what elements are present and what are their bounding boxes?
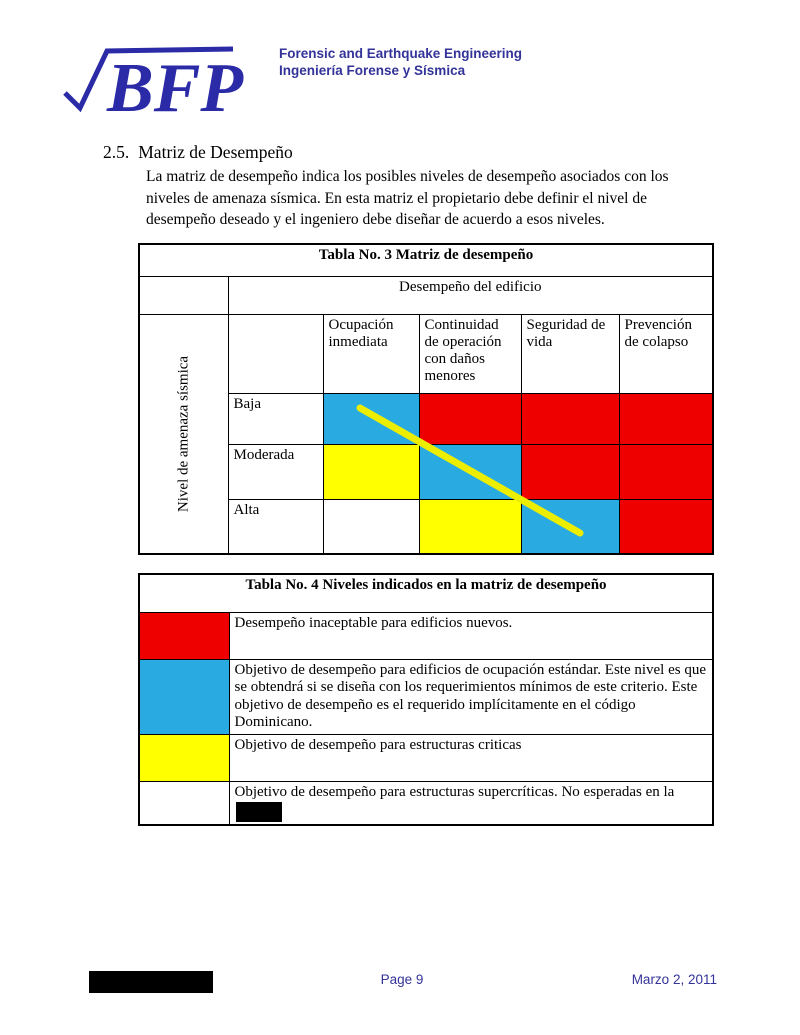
redacted-text-box — [236, 802, 282, 822]
section-paragraph: La matriz de desempeño indica los posibles niveles de desempeño asociados con los niveles de amenaza sísmica. En esta matriz el propietario debe definir el nivel de desempeño deseado y el ingeniero debe diseñar de acuerdo a esos niveles. — [146, 168, 669, 228]
legend-text-white — [229, 781, 713, 825]
matrix-cell — [419, 393, 521, 444]
legend-text-blue: Objetivo de desempeño para edificios de ocupación estándar. Este nivel es que se obtendrá si se diseña con los requerimientos mínimos de este criterio. Este objetivo de desempeño es el requerido implícitamente en el código Dominicano. — [229, 659, 713, 734]
matrix-cell — [521, 499, 619, 554]
table3-col-header-1: Continuidad de operación con daños menores — [419, 314, 521, 393]
matrix-cell — [323, 499, 419, 554]
matrix-cell — [419, 444, 521, 499]
performance-matrix-table — [138, 243, 714, 555]
table3-axis-cell — [139, 314, 228, 554]
company-taglines — [279, 45, 522, 79]
table3-axis-label: Nivel de amenaza sísmica — [175, 355, 192, 512]
tagline-english: Forensic and Earthquake Engineering — [279, 46, 523, 61]
table3-col-header-0: Ocupación inmediata — [323, 314, 419, 393]
legend-swatch-blue — [139, 659, 229, 734]
legend-text-red: Desempeño inaceptable para edificios nuevos. — [229, 612, 713, 659]
table3-col-header-2: Seguridad de vida — [521, 314, 619, 393]
row-label-alta: Alta — [228, 499, 323, 554]
matrix-cell — [619, 499, 713, 554]
section-title: Matriz de Desempeño — [138, 142, 293, 162]
matrix-cell — [521, 444, 619, 499]
matrix-cell — [323, 393, 419, 444]
matrix-cell — [323, 444, 419, 499]
legend-swatch-red — [139, 612, 229, 659]
table4-title: Tabla No. 4 Niveles indicados en la matriz de desempeño — [139, 574, 713, 612]
redacted-footer-box — [89, 971, 213, 993]
legend-swatch-white — [139, 781, 229, 825]
section-heading — [103, 142, 293, 163]
matrix-cell — [419, 499, 521, 554]
legend-swatch-yellow — [139, 734, 229, 781]
matrix-cell — [521, 393, 619, 444]
legend-text-white-label: Objetivo de desempeño para estructuras supercríticas. No esperadas en la — [234, 783, 675, 800]
page-number: Page 9 — [380, 972, 424, 987]
row-label-baja: Baja — [228, 393, 323, 444]
row-label-moderada: Moderada — [228, 444, 323, 499]
table3-corner-cell — [139, 276, 228, 314]
table3-rowlabel-header-cell — [228, 314, 323, 393]
legend-text-yellow: Objetivo de desempeño para estructuras criticas — [229, 734, 713, 781]
legend-table — [138, 573, 714, 826]
bfp-logo — [63, 34, 273, 126]
matrix-cell — [619, 393, 713, 444]
matrix-cell — [619, 444, 713, 499]
logo-text: BFP — [107, 50, 244, 126]
table3-colgroup-header: Desempeño del edificio — [228, 276, 713, 314]
section-number: 2.5. — [103, 142, 130, 162]
footer-date: Marzo 2, 2011 — [631, 972, 717, 987]
table3-col-header-3: Prevención de colapso — [619, 314, 713, 393]
table3-title: Tabla No. 3 Matriz de desempeño — [139, 244, 713, 276]
tagline-spanish: Ingeniería Forense y Sísmica — [279, 63, 466, 78]
